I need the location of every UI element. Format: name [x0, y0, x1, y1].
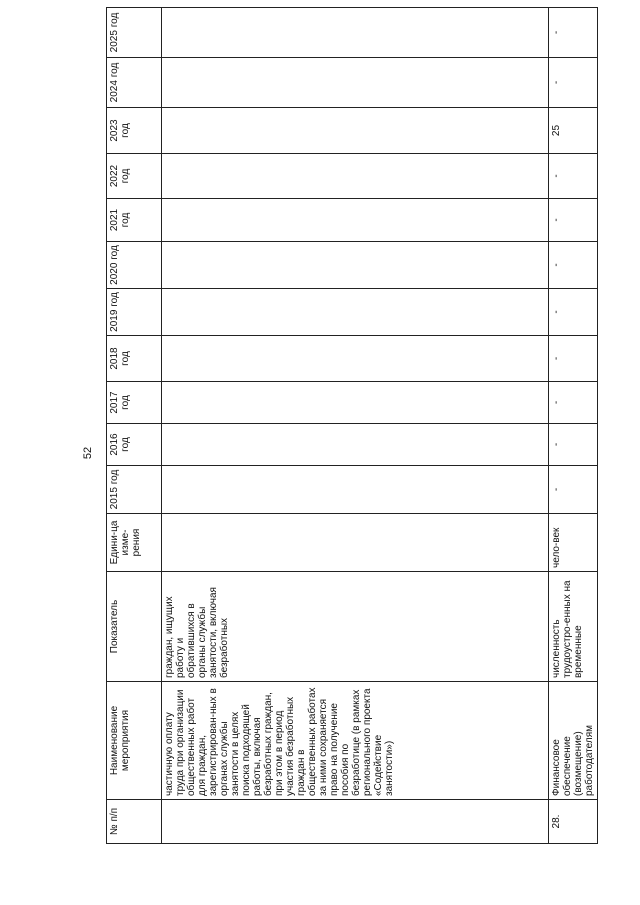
row-indicator: численность трудоустро-енных на временные	[549, 572, 598, 682]
header-year: 2021 год	[107, 199, 162, 242]
row-value: -	[549, 382, 598, 424]
row-value	[162, 58, 549, 108]
header-year: 2020 год	[107, 242, 162, 289]
row-name: Финансовое обеспечение (возмещение) работодателям	[549, 682, 598, 800]
row-value	[162, 242, 549, 289]
header-year: 2023 год	[107, 108, 162, 154]
header-year: 2015 год	[107, 466, 162, 514]
header-year: 2019 год	[107, 289, 162, 336]
row-value	[162, 289, 549, 336]
header-year: 2016 год	[107, 424, 162, 466]
row-value: -	[549, 8, 598, 58]
table-row	[162, 8, 549, 844]
row-value: -	[549, 289, 598, 336]
rotated-table-wrapper	[106, 12, 604, 844]
row-value	[162, 108, 549, 154]
header-year: 2018 год	[107, 336, 162, 382]
row-name: частичную оплату труда при организации общественных работ для граждан, зарегистрирован-ных в органах службы занятости в целях поиска подходящей работы, включая безработных граждан, при этом в период участия безработных граждан в общественных работах за ними сохраняется право на получение пособия по безработице (в рамках регионального проекта «Содействие занятости»)	[162, 682, 549, 800]
row-value	[162, 8, 549, 58]
row-value: -	[549, 466, 598, 514]
row-value	[162, 336, 549, 382]
header-no: № п/п	[107, 800, 162, 844]
header-row	[107, 8, 162, 844]
header-year: 2024 год	[107, 58, 162, 108]
row-value: -	[549, 154, 598, 199]
row-value	[162, 154, 549, 199]
row-no	[162, 800, 549, 844]
row-indicator: граждан, ищущих работу и обратившихся в органы службы занятости, включая безработных	[162, 572, 549, 682]
header-name: Наименование мероприятия	[107, 682, 162, 800]
row-unit: чело-век	[549, 514, 598, 572]
row-value: -	[549, 199, 598, 242]
row-value	[162, 199, 549, 242]
row-value	[162, 382, 549, 424]
row-value: -	[549, 58, 598, 108]
row-value	[162, 466, 549, 514]
header-indicator: Показатель	[107, 572, 162, 682]
header-year: 2025 год	[107, 8, 162, 58]
measures-table	[106, 7, 598, 844]
header-unit: Едини-ца изме-рения	[107, 514, 162, 572]
header-year: 2017 год	[107, 382, 162, 424]
header-year: 2022 год	[107, 154, 162, 199]
row-value: -	[549, 424, 598, 466]
row-no: 28.	[549, 800, 598, 844]
page-number: 52	[82, 446, 94, 460]
row-value	[162, 424, 549, 466]
row-value: 25	[549, 108, 598, 154]
row-unit	[162, 514, 549, 572]
row-value: -	[549, 242, 598, 289]
table-row	[549, 8, 598, 844]
row-value: -	[549, 336, 598, 382]
